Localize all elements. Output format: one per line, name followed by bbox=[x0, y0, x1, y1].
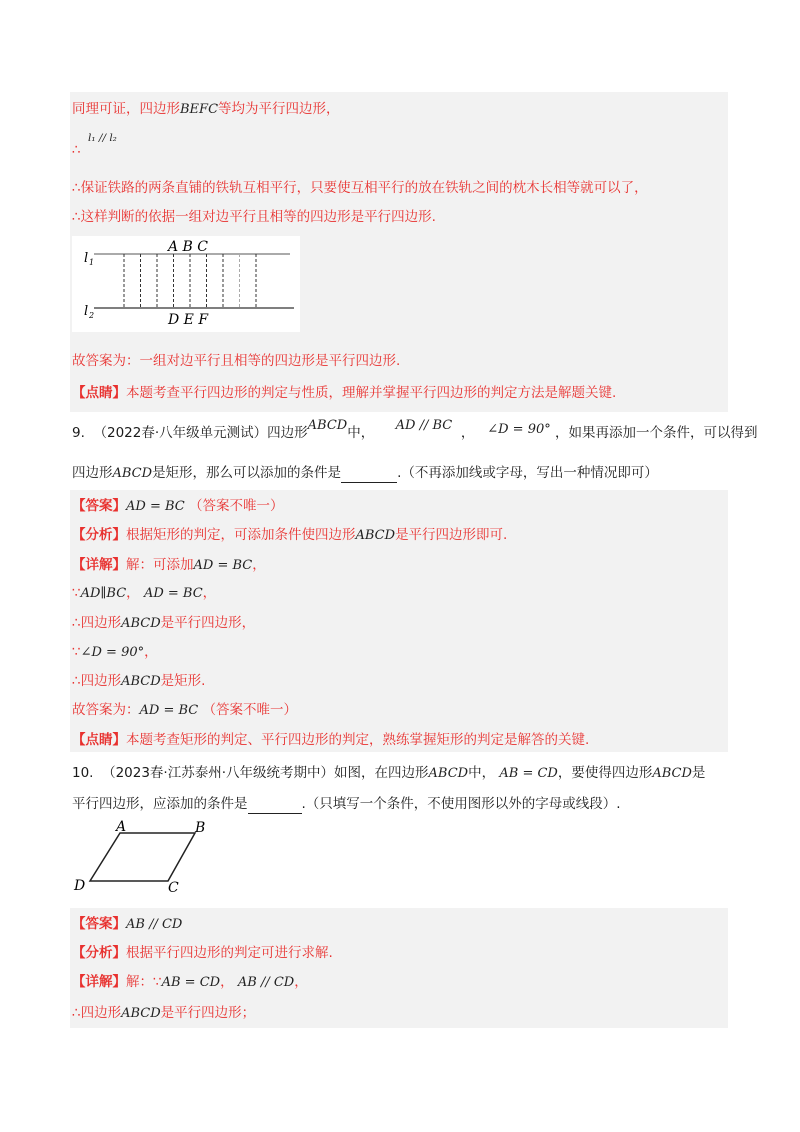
vertex-c: C bbox=[168, 880, 179, 896]
vertex-d: D bbox=[74, 878, 86, 894]
q9-answer: 【答案】AD = BC （答案不唯一） bbox=[72, 498, 284, 514]
answer-line: 故答案为：一组对边平行且相等的四边形是平行四边形. bbox=[72, 353, 401, 369]
therefore-symbol: ∴ bbox=[72, 142, 81, 158]
line-label-l2-sub: 2 bbox=[89, 311, 95, 320]
line-label-l2: l bbox=[84, 304, 89, 319]
answer-blank[interactable] bbox=[248, 795, 302, 814]
q9-step: ∴四边形ABCD是平行四边形， bbox=[72, 615, 256, 631]
math-line: l₁ // l₂ bbox=[88, 132, 117, 144]
q10-analysis: 【分析】根据平行四边形的判定可进行求解. bbox=[72, 945, 333, 961]
line-label-l1: l bbox=[84, 251, 89, 266]
line-label-l1-sub: 1 bbox=[89, 258, 95, 267]
points-label-bottom: D E F bbox=[168, 312, 209, 328]
question-9-line-2: 四边形ABCD是矩形，那么可以添加的条件是 .（不再添加线或字母，写出一种情况即可） bbox=[72, 465, 658, 481]
text-line: 同理可证，四边形BEFC等均为平行四边形， bbox=[72, 101, 340, 117]
q10-answer: 【答案】AB // CD bbox=[72, 916, 183, 932]
parallelogram-shape bbox=[90, 833, 195, 881]
q9-final-answer: 故答案为：AD = BC （答案不唯一） bbox=[72, 702, 298, 718]
vertex-a: A bbox=[116, 819, 127, 835]
question-10-line-2: 平行四边形，应添加的条件是 .（只填写一个条件，不使用图形以外的字母或线段）. bbox=[72, 796, 621, 812]
q10-detail: 【详解】解：∵AB = CD， AB // CD， bbox=[72, 974, 308, 990]
vertex-b: B bbox=[195, 820, 206, 836]
parallelogram-figure bbox=[70, 816, 220, 896]
question-9-line-1: 9. （2022春·八年级单元测试）四边形ABCD中， AD // BC ， ∠D = 90° ，如果再添加一个条件，可以得到 bbox=[72, 418, 758, 441]
q9-step: ∴四边形ABCD是矩形. bbox=[72, 673, 206, 689]
q9-step: ∵AD∥BC， AD = BC， bbox=[72, 585, 217, 601]
q9-step: ∵∠D = 90°， bbox=[72, 644, 158, 660]
text-line: ∴这样判断的依据一组对边平行且相等的四边形是平行四边形. bbox=[72, 209, 436, 225]
q10-step: ∴四边形ABCD是平行四边形； bbox=[72, 1005, 256, 1021]
answer-blank[interactable] bbox=[341, 464, 397, 483]
q9-detail: 【详解】解：可添加AD = BC， bbox=[72, 557, 266, 573]
question-10-line-1: 10. （2023春·江苏泰州·八年级统考期中）如图，在四边形ABCD中， AB = CD，要使得四边形ABCD是 bbox=[72, 765, 706, 781]
math: BEFC bbox=[180, 102, 219, 117]
points-label-top: A B C bbox=[168, 239, 209, 255]
q9-comment: 【点睛】本题考查矩形的判定、平行四边形的判定，熟练掌握矩形的判定是解答的关键. bbox=[72, 732, 590, 748]
text-line: ∴保证铁路的两条直铺的铁轨互相平行，只要使互相平行的放在铁轨之间的枕木长相等就可以了， bbox=[72, 180, 648, 196]
railway-figure bbox=[72, 236, 300, 332]
comment-line: 【点睛】本题考查平行四边形的判定与性质，理解并掌握平行四边形的判定方法是解题关键. bbox=[72, 385, 617, 401]
q9-analysis: 【分析】根据矩形的判定，可添加条件使四边形ABCD是平行四边形即可. bbox=[72, 527, 508, 543]
